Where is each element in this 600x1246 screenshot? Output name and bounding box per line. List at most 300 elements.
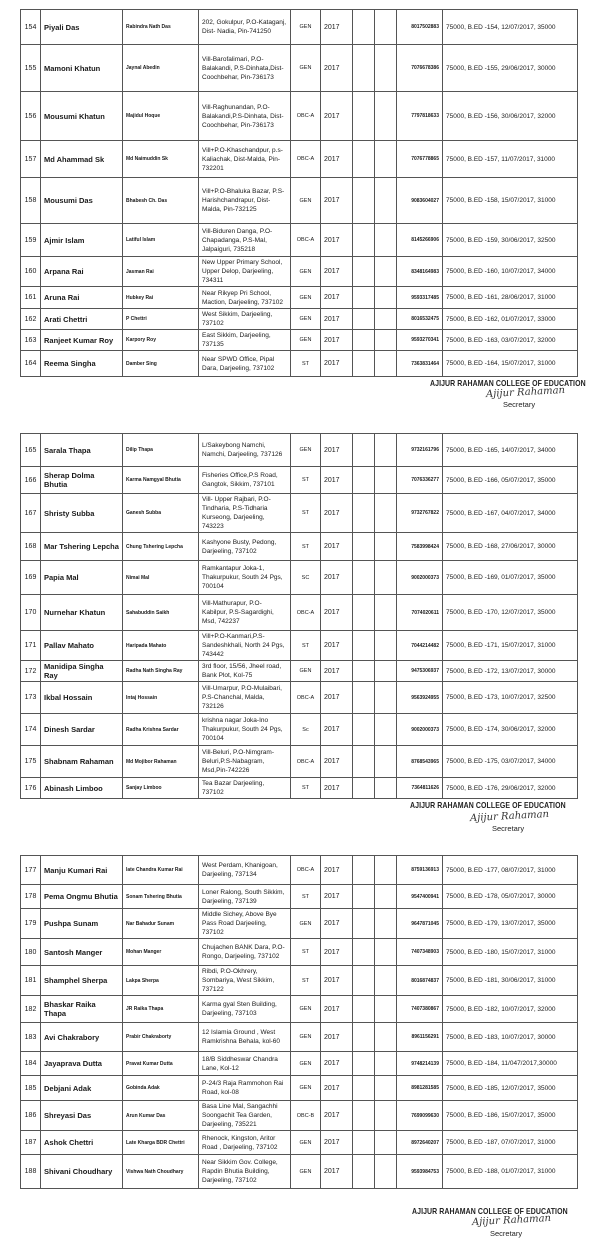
blank-cell — [353, 1023, 375, 1052]
student-name-cell: Ashok Chettri — [41, 1131, 123, 1155]
address-cell: krishna nagar Joka-Ino Thakurpukur, South 24 Pgs, 700104 — [199, 714, 291, 746]
fee-receipt-cell: 75000, B.ED -185, 12/07/2017, 35000 — [443, 1076, 578, 1101]
blank-cell — [353, 224, 375, 257]
phone-number-cell: 8017502883 — [397, 10, 443, 45]
address-cell: 202, Gokulpur, P.O-Kataganj, Dist- Nadia, Pin-741250 — [199, 10, 291, 45]
student-name-cell: Arpana Rai — [41, 257, 123, 287]
blank-cell — [375, 595, 397, 631]
session-year-cell: 2017 — [321, 682, 353, 714]
student-name-cell: Sherap Dolma Bhutia — [41, 467, 123, 494]
blank-cell — [375, 494, 397, 533]
phone-number-cell: 9593984753 — [397, 1155, 443, 1189]
father-name-cell: Haripada Mahato — [123, 631, 199, 661]
fee-receipt-cell: 75000, B.ED -157, 11/07/2017, 31000 — [443, 141, 578, 178]
serial-number-cell: 160 — [21, 257, 41, 287]
father-name-cell: Ganesh Subba — [123, 494, 199, 533]
phone-number-cell: 9475306937 — [397, 661, 443, 682]
category-cell: GEN — [291, 309, 321, 330]
category-cell: OBC-A — [291, 746, 321, 778]
address-cell: Middle Sichey, Above Bye Pass Road Darjeeling, 737102 — [199, 909, 291, 939]
serial-number-cell: 180 — [21, 939, 41, 966]
table-row — [21, 1076, 578, 1101]
serial-number-cell: 155 — [21, 45, 41, 92]
table-row — [21, 533, 578, 561]
table-row — [21, 178, 578, 224]
student-name-cell: Manidipa Singha Ray — [41, 661, 123, 682]
student-name-cell: Mar Tshering Lepcha — [41, 533, 123, 561]
address-cell: P-24/3 Raja Rammohon Rai Road, kol-08 — [199, 1076, 291, 1101]
session-year-cell: 2017 — [321, 939, 353, 966]
serial-number-cell: 159 — [21, 224, 41, 257]
blank-cell — [353, 595, 375, 631]
student-name-cell: Debjani Adak — [41, 1076, 123, 1101]
admission-register-table-page-3 — [20, 855, 578, 1189]
table-row — [21, 595, 578, 631]
serial-number-cell: 175 — [21, 746, 41, 778]
father-name-cell: Late Kharga BDR Chettri — [123, 1131, 199, 1155]
father-name-cell: Jasman Rai — [123, 257, 199, 287]
serial-number-cell: 165 — [21, 434, 41, 467]
address-cell: Vill+P.O-Khaschandpur, p.s-Kaliachak, Dist-Malda, Pin-732201 — [199, 141, 291, 178]
table-row — [21, 996, 578, 1023]
fee-receipt-cell: 75000, B.ED -176, 29/06/2017, 32000 — [443, 778, 578, 799]
address-cell: Fisheries Office,P.S Road, Gangtok, Sikkim, 737101 — [199, 467, 291, 494]
father-name-cell: Md Mojibor Rahaman — [123, 746, 199, 778]
student-name-cell: Shabnam Rahaman — [41, 746, 123, 778]
blank-cell — [375, 309, 397, 330]
fee-receipt-cell: 75000, B.ED -161, 28/06/2017, 31000 — [443, 287, 578, 309]
serial-number-cell: 156 — [21, 92, 41, 141]
phone-number-cell: 8145266906 — [397, 224, 443, 257]
session-year-cell: 2017 — [321, 92, 353, 141]
table-row — [21, 661, 578, 682]
blank-cell — [375, 224, 397, 257]
blank-cell — [353, 856, 375, 885]
serial-number-cell: 168 — [21, 533, 41, 561]
session-year-cell: 2017 — [321, 561, 353, 595]
father-name-cell: Radha Nath Singha Ray — [123, 661, 199, 682]
fee-receipt-cell: 75000, B.ED -180, 15/07/2017, 31000 — [443, 939, 578, 966]
session-year-cell: 2017 — [321, 1052, 353, 1076]
session-year-cell: 2017 — [321, 141, 353, 178]
student-name-cell: Arati Chettri — [41, 309, 123, 330]
category-cell: Sc — [291, 714, 321, 746]
table-row — [21, 778, 578, 799]
session-year-cell: 2017 — [321, 885, 353, 909]
blank-cell — [353, 909, 375, 939]
blank-cell — [375, 939, 397, 966]
secretary-signature: Ajijur Rahaman — [471, 1212, 552, 1229]
father-name-cell: Sahabuddin Saikh — [123, 595, 199, 631]
blank-cell — [353, 1052, 375, 1076]
father-name-cell: Sonam Tshering Bhutia — [123, 885, 199, 909]
table-row — [21, 224, 578, 257]
category-cell: OBC-A — [291, 224, 321, 257]
student-name-cell: Ajmir Islam — [41, 224, 123, 257]
session-year-cell: 2017 — [321, 1131, 353, 1155]
blank-cell — [375, 467, 397, 494]
fee-receipt-cell: 75000, B.ED -154, 12/07/2017, 35000 — [443, 10, 578, 45]
student-name-cell: Mousumi Khatun — [41, 92, 123, 141]
blank-cell — [375, 1023, 397, 1052]
blank-cell — [353, 287, 375, 309]
father-name-cell: Nimai Mal — [123, 561, 199, 595]
address-cell: Basa Line Mal, Sangachhi Soongachit Tea Garden, Darjeeling, 735221 — [199, 1101, 291, 1131]
father-name-cell: late Chandra Kumar Rai — [123, 856, 199, 885]
address-cell: Tea Bazar Darjeeling, 737102 — [199, 778, 291, 799]
blank-cell — [353, 309, 375, 330]
phone-number-cell: 8981281585 — [397, 1076, 443, 1101]
category-cell: ST — [291, 966, 321, 996]
blank-cell — [375, 1052, 397, 1076]
phone-number-cell: 8768543965 — [397, 746, 443, 778]
address-cell: Vill-Beluri, P.O-Nimgram-Beluri,P.S-Nabagram, Msd,Pin-742226 — [199, 746, 291, 778]
fee-receipt-cell: 75000, B.ED -177, 08/07/2017, 31000 — [443, 856, 578, 885]
student-name-cell: Sarala Thapa — [41, 434, 123, 467]
serial-number-cell: 185 — [21, 1076, 41, 1101]
table-row — [21, 856, 578, 885]
phone-number-cell: 8016874837 — [397, 966, 443, 996]
blank-cell — [353, 467, 375, 494]
serial-number-cell: 174 — [21, 714, 41, 746]
category-cell: ST — [291, 885, 321, 909]
father-name-cell: Karma Namgyal Bhutia — [123, 467, 199, 494]
father-name-cell: Gobinda Adak — [123, 1076, 199, 1101]
blank-cell — [375, 45, 397, 92]
table-row — [21, 714, 578, 746]
blank-cell — [375, 434, 397, 467]
table-row — [21, 434, 578, 467]
blank-cell — [353, 778, 375, 799]
fee-receipt-cell: 75000, B.ED -162, 01/07/2017, 33000 — [443, 309, 578, 330]
phone-number-cell: 9002000373 — [397, 561, 443, 595]
blank-cell — [375, 885, 397, 909]
category-cell: GEN — [291, 45, 321, 92]
serial-number-cell: 163 — [21, 330, 41, 351]
serial-number-cell: 177 — [21, 856, 41, 885]
father-name-cell: Mohan Manger — [123, 939, 199, 966]
table-row — [21, 141, 578, 178]
phone-number-cell: 7363831464 — [397, 351, 443, 377]
blank-cell — [353, 141, 375, 178]
fee-receipt-cell: 75000, B.ED -171, 15/07/2017, 31000 — [443, 631, 578, 661]
student-name-cell: Mousumi Das — [41, 178, 123, 224]
blank-cell — [353, 434, 375, 467]
father-name-cell: Karpory Roy — [123, 330, 199, 351]
serial-number-cell: 173 — [21, 682, 41, 714]
address-cell: 3rd floor, 15/56, Jheel road, Bank Plot, Kol-75 — [199, 661, 291, 682]
serial-number-cell: 161 — [21, 287, 41, 309]
blank-cell — [375, 1155, 397, 1189]
blank-cell — [353, 494, 375, 533]
serial-number-cell: 182 — [21, 996, 41, 1023]
serial-number-cell: 166 — [21, 467, 41, 494]
secretary-label: Secretary — [503, 400, 536, 409]
phone-number-cell: 7407348903 — [397, 939, 443, 966]
category-cell: GEN — [291, 287, 321, 309]
phone-number-cell: 9732767822 — [397, 494, 443, 533]
address-cell: Ribdi, P.O-Okhrery, Sombariya, West Sikkim, 737122 — [199, 966, 291, 996]
session-year-cell: 2017 — [321, 10, 353, 45]
student-name-cell: Md Ahammad Sk — [41, 141, 123, 178]
address-cell: Near SPWD Office, Pipal Dara, Darjeeling, 737102 — [199, 351, 291, 377]
blank-cell — [375, 141, 397, 178]
category-cell: OBC-A — [291, 92, 321, 141]
category-cell: ST — [291, 533, 321, 561]
blank-cell — [375, 1131, 397, 1155]
blank-cell — [375, 351, 397, 377]
blank-cell — [353, 714, 375, 746]
phone-number-cell: 9732161796 — [397, 434, 443, 467]
father-name-cell: Dilip Thapa — [123, 434, 199, 467]
blank-cell — [353, 1155, 375, 1189]
student-name-cell: Dinesh Sardar — [41, 714, 123, 746]
address-cell: Kashyone Busty, Pedong, Darjeeling, 737102 — [199, 533, 291, 561]
fee-receipt-cell: 75000, B.ED -184, 11/047/2017,30000 — [443, 1052, 578, 1076]
father-name-cell: Hubkey Rai — [123, 287, 199, 309]
serial-number-cell: 171 — [21, 631, 41, 661]
table-row — [21, 561, 578, 595]
address-cell: Near Sikkim Gov. College, Rapdin Bhutia Building, Darjeeling, 737102 — [199, 1155, 291, 1189]
table-row — [21, 746, 578, 778]
category-cell: GEN — [291, 1052, 321, 1076]
category-cell: GEN — [291, 1155, 321, 1189]
session-year-cell: 2017 — [321, 1023, 353, 1052]
category-cell: OBC-A — [291, 682, 321, 714]
serial-number-cell: 181 — [21, 966, 41, 996]
blank-cell — [353, 996, 375, 1023]
session-year-cell: 2017 — [321, 966, 353, 996]
category-cell: OBC-B — [291, 1101, 321, 1131]
fee-receipt-cell: 75000, B.ED -182, 10/07/2017, 32000 — [443, 996, 578, 1023]
session-year-cell: 2017 — [321, 909, 353, 939]
blank-cell — [375, 92, 397, 141]
student-name-cell: Reema Singha — [41, 351, 123, 377]
table-row — [21, 966, 578, 996]
student-name-cell: Shamphel Sherpa — [41, 966, 123, 996]
blank-cell — [353, 682, 375, 714]
table-row — [21, 45, 578, 92]
table-row — [21, 682, 578, 714]
student-name-cell: Jayaprava Dutta — [41, 1052, 123, 1076]
student-name-cell: Ranjeet Kumar Roy — [41, 330, 123, 351]
session-year-cell: 2017 — [321, 178, 353, 224]
father-name-cell: Md Naimuddin Sk — [123, 141, 199, 178]
serial-number-cell: 184 — [21, 1052, 41, 1076]
blank-cell — [375, 257, 397, 287]
secretary-label: Secretary — [492, 824, 525, 833]
college-name-stamp: AJIJUR RAHAMAN COLLEGE OF EDUCATION — [410, 800, 566, 810]
father-name-cell: Sanjay Limboo — [123, 778, 199, 799]
session-year-cell: 2017 — [321, 856, 353, 885]
student-name-cell: Shreyasi Das — [41, 1101, 123, 1131]
category-cell: ST — [291, 494, 321, 533]
blank-cell — [353, 966, 375, 996]
phone-number-cell: 9593270341 — [397, 330, 443, 351]
category-cell: GEN — [291, 661, 321, 682]
college-name-stamp: AJIJUR RAHAMAN COLLEGE OF EDUCATION — [430, 378, 586, 388]
student-name-cell: Abinash Limboo — [41, 778, 123, 799]
table-row — [21, 309, 578, 330]
session-year-cell: 2017 — [321, 1155, 353, 1189]
table-row — [21, 1131, 578, 1155]
father-name-cell: Nar Bahadur Sunam — [123, 909, 199, 939]
fee-receipt-cell: 75000, B.ED -164, 15/07/2017, 31000 — [443, 351, 578, 377]
address-cell: Vill-Mathurapur, P.O-Kabilpur, P.S-Sagardighi, Msd, 742237 — [199, 595, 291, 631]
father-name-cell: JR Raika Thapa — [123, 996, 199, 1023]
student-name-cell: Nurnehar Khatun — [41, 595, 123, 631]
fee-receipt-cell: 75000, B.ED -169, 01/07/2017, 35000 — [443, 561, 578, 595]
category-cell: GEN — [291, 330, 321, 351]
blank-cell — [375, 909, 397, 939]
student-name-cell: Ikbal Hossain — [41, 682, 123, 714]
fee-receipt-cell: 75000, B.ED -183, 10/07/2017, 30000 — [443, 1023, 578, 1052]
college-name-stamp: AJIJUR RAHAMAN COLLEGE OF EDUCATION — [412, 1206, 568, 1216]
admission-register-table-page-2 — [20, 433, 578, 799]
fee-receipt-cell: 75000, B.ED -158, 15/07/2017, 31000 — [443, 178, 578, 224]
blank-cell — [353, 1101, 375, 1131]
father-name-cell: Lakpa Sherpa — [123, 966, 199, 996]
address-cell: Vill-Umarpur, P.O-Mulaibari, P.S-Chanchal, Malda, 732126 — [199, 682, 291, 714]
phone-number-cell: 7076778865 — [397, 141, 443, 178]
address-cell: West Perdam, Khanigoan, Darjeeling, 737134 — [199, 856, 291, 885]
phone-number-cell: 9647871045 — [397, 909, 443, 939]
serial-number-cell: 187 — [21, 1131, 41, 1155]
fee-receipt-cell: 75000, B.ED -188, 01/07/2017, 31000 — [443, 1155, 578, 1189]
blank-cell — [353, 939, 375, 966]
father-name-cell: Intaj Hossain — [123, 682, 199, 714]
fee-receipt-cell: 75000, B.ED -179, 13/07/2017, 35000 — [443, 909, 578, 939]
address-cell: Vill-Biduren Danga, P.O-Chapadanga, P.S-Mal, Jalpaiguri, 735218 — [199, 224, 291, 257]
student-name-cell: Avi Chakrabory — [41, 1023, 123, 1052]
student-name-cell: Mamoni Khatun — [41, 45, 123, 92]
serial-number-cell: 169 — [21, 561, 41, 595]
father-name-cell: Majidul Hoque — [123, 92, 199, 141]
fee-receipt-cell: 75000, B.ED -160, 10/07/2017, 34000 — [443, 257, 578, 287]
fee-receipt-cell: 75000, B.ED -156, 30/06/2017, 32000 — [443, 92, 578, 141]
blank-cell — [375, 1076, 397, 1101]
student-name-cell: Manju Kumari Rai — [41, 856, 123, 885]
session-year-cell: 2017 — [321, 533, 353, 561]
serial-number-cell: 170 — [21, 595, 41, 631]
fee-receipt-cell: 75000, B.ED -165, 14/07/2017, 34000 — [443, 434, 578, 467]
table-row — [21, 467, 578, 494]
blank-cell — [353, 351, 375, 377]
phone-number-cell: 9547400941 — [397, 885, 443, 909]
fee-receipt-cell: 75000, B.ED -166, 05/07/2017, 35000 — [443, 467, 578, 494]
category-cell: ST — [291, 939, 321, 966]
blank-cell — [375, 966, 397, 996]
session-year-cell: 2017 — [321, 996, 353, 1023]
phone-number-cell: 7044214482 — [397, 631, 443, 661]
address-cell: East Sikkim, Darjeeling, 737135 — [199, 330, 291, 351]
fee-receipt-cell: 75000, B.ED -170, 12/07/2017, 35000 — [443, 595, 578, 631]
table-row — [21, 257, 578, 287]
phone-number-cell: 7407380867 — [397, 996, 443, 1023]
blank-cell — [353, 178, 375, 224]
blank-cell — [353, 1076, 375, 1101]
fee-receipt-cell: 75000, B.ED -178, 05/07/2017, 30000 — [443, 885, 578, 909]
table-row — [21, 351, 578, 377]
table-row — [21, 287, 578, 309]
blank-cell — [353, 746, 375, 778]
father-name-cell: Chung Tshering Lepcha — [123, 533, 199, 561]
blank-cell — [375, 287, 397, 309]
phone-number-cell: 8759136913 — [397, 856, 443, 885]
blank-cell — [353, 631, 375, 661]
serial-number-cell: 158 — [21, 178, 41, 224]
serial-number-cell: 154 — [21, 10, 41, 45]
table-row — [21, 330, 578, 351]
serial-number-cell: 164 — [21, 351, 41, 377]
category-cell: GEN — [291, 909, 321, 939]
category-cell: OBC-A — [291, 141, 321, 178]
table-row — [21, 494, 578, 533]
address-cell: Rhenock, Kingston, Aritor Road , Darjeeling, 737102 — [199, 1131, 291, 1155]
blank-cell — [375, 778, 397, 799]
blank-cell — [375, 533, 397, 561]
session-year-cell: 2017 — [321, 224, 353, 257]
address-cell: Vill+P.O-Bhaluka Bazar, P.S-Harishchandrapur, Dist- Malda, Pin-732125 — [199, 178, 291, 224]
blank-cell — [375, 682, 397, 714]
blank-cell — [375, 330, 397, 351]
blank-cell — [353, 45, 375, 92]
father-name-cell: Latiful Islam — [123, 224, 199, 257]
session-year-cell: 2017 — [321, 714, 353, 746]
session-year-cell: 2017 — [321, 434, 353, 467]
session-year-cell: 2017 — [321, 467, 353, 494]
blank-cell — [353, 1131, 375, 1155]
student-name-cell: Bhaskar Raika Thapa — [41, 996, 123, 1023]
session-year-cell: 2017 — [321, 309, 353, 330]
category-cell: SC — [291, 561, 321, 595]
category-cell: GEN — [291, 434, 321, 467]
category-cell: GEN — [291, 10, 321, 45]
phone-number-cell: 7074020611 — [397, 595, 443, 631]
fee-receipt-cell: 75000, B.ED -168, 27/06/2017, 30000 — [443, 533, 578, 561]
session-year-cell: 2017 — [321, 1101, 353, 1131]
category-cell: OBC-A — [291, 595, 321, 631]
session-year-cell: 2017 — [321, 45, 353, 92]
secretary-signature: Ajijur Rahaman — [485, 384, 566, 401]
phone-number-cell: 9748214139 — [397, 1052, 443, 1076]
student-name-cell: Pema Ongmu Bhutia — [41, 885, 123, 909]
category-cell: GEN — [291, 1131, 321, 1155]
category-cell: GEN — [291, 257, 321, 287]
fee-receipt-cell: 75000, B.ED -167, 04/07/2017, 34000 — [443, 494, 578, 533]
address-cell: L/Sakeybong Namchi, Namchi, Darjeeling, 737126 — [199, 434, 291, 467]
father-name-cell: Bhabesh Ch. Das — [123, 178, 199, 224]
student-name-cell: Aruna Rai — [41, 287, 123, 309]
table-row — [21, 1155, 578, 1189]
fee-receipt-cell: 75000, B.ED -173, 10/07/2017, 32500 — [443, 682, 578, 714]
phone-number-cell: 7699099630 — [397, 1101, 443, 1131]
session-year-cell: 2017 — [321, 595, 353, 631]
address-cell: Ramkantapur Joka-1, Thakurpukur, South 24 Pgs, 700104 — [199, 561, 291, 595]
table-row — [21, 939, 578, 966]
serial-number-cell: 167 — [21, 494, 41, 533]
table-row — [21, 1052, 578, 1076]
blank-cell — [353, 661, 375, 682]
blank-cell — [375, 631, 397, 661]
category-cell: ST — [291, 351, 321, 377]
session-year-cell: 2017 — [321, 661, 353, 682]
serial-number-cell: 162 — [21, 309, 41, 330]
blank-cell — [375, 856, 397, 885]
category-cell: ST — [291, 467, 321, 494]
blank-cell — [353, 10, 375, 45]
fee-receipt-cell: 75000, B.ED -159, 30/06/2017, 32500 — [443, 224, 578, 257]
